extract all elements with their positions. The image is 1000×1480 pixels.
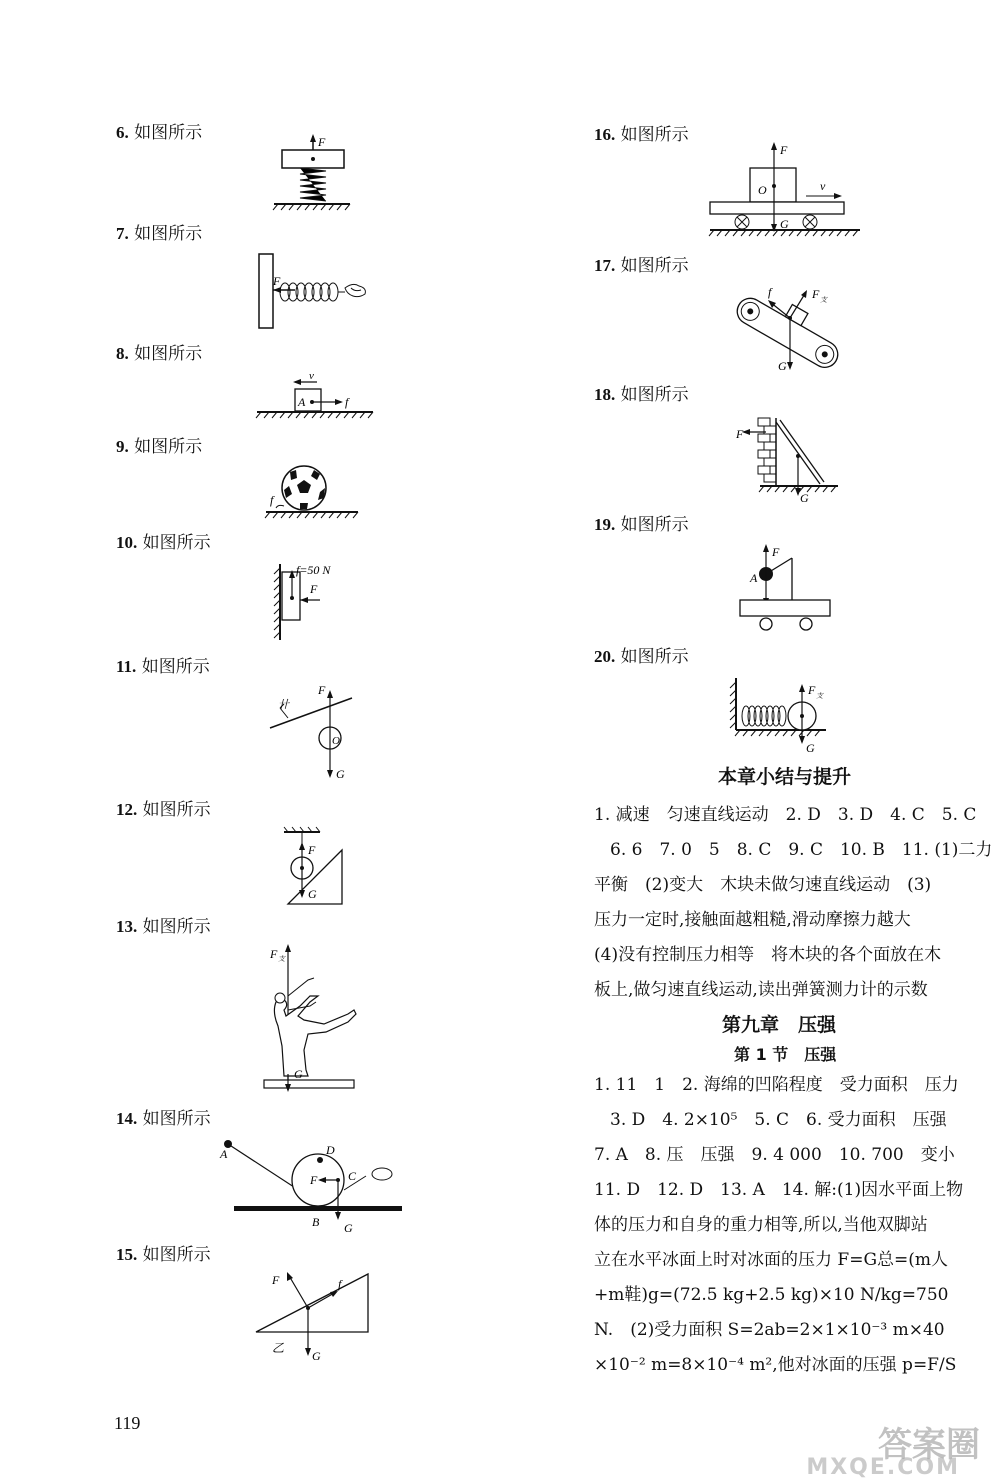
f13-support-subscript: 支 (278, 955, 285, 963)
f17-gravity-label: G (778, 359, 787, 373)
f11-gravity-label: G (336, 767, 345, 780)
summary-line: 6. 6 7. 0 5 8. C 9. C 10. B 11. (1)二力 (610, 840, 993, 860)
q13-label: 13. 如图所示 (116, 917, 211, 937)
figure-18-ladder-wall (732, 412, 842, 504)
f17-friction-label: f (768, 285, 772, 299)
section-line: N. (2)受力面积 S=2ab=2×1×10⁻³ m×40 (594, 1320, 945, 1340)
f18-gravity-label: G (800, 491, 809, 504)
figure-19-cart-ball (736, 540, 836, 636)
q9-label: 9. 如图所示 (116, 437, 203, 457)
q7-label: 7. 如图所示 (116, 224, 203, 244)
f16-velocity-label: v (820, 179, 826, 193)
figure-12-ball-hanging (280, 826, 350, 908)
f9-friction-label: f (270, 493, 274, 507)
figure-16-cart-block (706, 138, 866, 240)
f13-gravity-label: G (294, 1067, 303, 1081)
f15-force-label: F (272, 1273, 280, 1287)
f16-center-label: O (758, 183, 767, 197)
f20-support-subscript: 支 (816, 692, 823, 700)
q11-label: 11. 如图所示 (116, 657, 210, 677)
section-line: 立在水平冰面上时对冰面的压力 F=G总=(m人 (594, 1250, 949, 1270)
q19-label: 19. 如图所示 (594, 515, 689, 535)
figure-15-block-on-incline (250, 1270, 380, 1364)
section-line: 体的压力和自身的重力相等,所以,当他双脚站 (594, 1215, 928, 1235)
section-line: 3. D 4. 2×10⁵ 5. C 6. 受力面积 压强 (610, 1110, 947, 1130)
f14-force-label: F (310, 1173, 318, 1187)
q10-label: 10. 如图所示 (116, 533, 211, 553)
f10-force-label: F (310, 582, 318, 596)
f8-velocity-label: v (309, 372, 314, 382)
f6-force-label: F (318, 135, 326, 149)
q8-label: 8. 如图所示 (116, 344, 203, 364)
section-line: +m鞋)g=(72.5 kg+2.5 kg)×10 N/kg=750 (594, 1285, 949, 1305)
f12-gravity-label: G (308, 887, 317, 901)
f15-friction-label: f (338, 1277, 342, 1291)
svg-text:卄: 卄 (278, 699, 289, 711)
summary-line: 板上,做匀速直线运动,读出弹簧测力计的示数 (594, 980, 928, 1000)
figure-17-conveyor (728, 282, 848, 378)
section-line: ×10⁻² m=8×10⁻⁴ m²,他对冰面的压强 p=F/S (594, 1355, 957, 1375)
q16-label: 16. 如图所示 (594, 125, 689, 145)
f15-gravity-label: G (312, 1349, 321, 1363)
section-title: 第 1 节 压强 (734, 1045, 837, 1064)
figure-20-spring-ball (726, 674, 836, 756)
f19-force-label: F (772, 545, 780, 559)
f11-force-label: F (318, 683, 326, 697)
summary-answers (594, 798, 993, 1008)
q17-label: 17. 如图所示 (594, 256, 689, 276)
figure-9-soccer-ball (262, 460, 362, 522)
q20-label: 20. 如图所示 (594, 647, 689, 667)
summary-line: 平衡 (2)变大 木块未做匀速直线运动 (3) (594, 875, 932, 895)
q15-label: 15. 如图所示 (116, 1245, 211, 1265)
f18-force-label: F (736, 427, 744, 441)
figure-6-spring-block (268, 132, 358, 212)
q12-label: 12. 如图所示 (116, 800, 211, 820)
f10-friction-label: f=50 N (296, 563, 331, 577)
f14-point-c-label: C (348, 1169, 357, 1183)
figure-8-block-friction (255, 372, 375, 422)
f14-point-a-label: A (220, 1147, 228, 1161)
q6-label: 6. 如图所示 (116, 123, 203, 143)
f20-gravity-label: G (806, 741, 815, 755)
section-line: 1. 11 1 2. 海绵的凹陷程度 受力面积 压力 (594, 1075, 959, 1095)
f11-center-label: O (332, 735, 340, 747)
f14-point-b-label: B (312, 1215, 320, 1229)
f12-force-label: F (308, 843, 316, 857)
section-line: 7. A 8. 压 压强 9. 4 000 10. 700 变小 (594, 1145, 955, 1165)
watermark-url: MXQE.COM (806, 1455, 960, 1480)
f15-label-yi: 乙 (272, 1341, 285, 1355)
section-line: 11. D 12. D 13. A 14. 解:(1)因水平面上物 (594, 1180, 964, 1200)
summary-line: (4)没有控制压力相等 将木块的各个面放在木 (594, 945, 942, 965)
f20-force-label: F (808, 683, 816, 697)
section-answers (594, 1068, 989, 1383)
f8-block-label: A (298, 395, 306, 409)
figure-10-block-wall (262, 558, 362, 644)
figure-14-ball-on-rail (216, 1134, 406, 1234)
q14-label: 14. 如图所示 (116, 1109, 211, 1129)
chapter-title: 第九章 压强 (722, 1014, 837, 1036)
page-number: 119 (114, 1413, 141, 1433)
summary-line: 压力一定时,接触面越粗糙,滑动摩擦力越大 (594, 910, 911, 930)
f17-support-subscript: 支 (820, 296, 827, 304)
f16-force-label: F (780, 143, 788, 157)
figure-11-ball-on-incline (266, 680, 366, 780)
summary-line: 1. 减速 匀速直线运动 2. D 3. D 4. C 5. C (594, 805, 977, 825)
figure-13-dancer (262, 940, 372, 1094)
f7-force-label: F (273, 274, 281, 288)
f16-gravity-label: G (780, 217, 789, 231)
f14-gravity-label: G (344, 1221, 353, 1234)
q18-label: 18. 如图所示 (594, 385, 689, 405)
watermark-logo: 答案圈 (878, 1425, 980, 1465)
summary-heading: 本章小结与提升 (718, 766, 852, 788)
f8-friction-label: f (345, 395, 349, 409)
f13-force-label: F (270, 947, 278, 961)
f17-force-label: F (812, 287, 820, 301)
f14-point-d-label: D (326, 1143, 335, 1157)
f19-ball-label: A (750, 571, 758, 585)
figure-7-wall-spring (255, 252, 375, 332)
